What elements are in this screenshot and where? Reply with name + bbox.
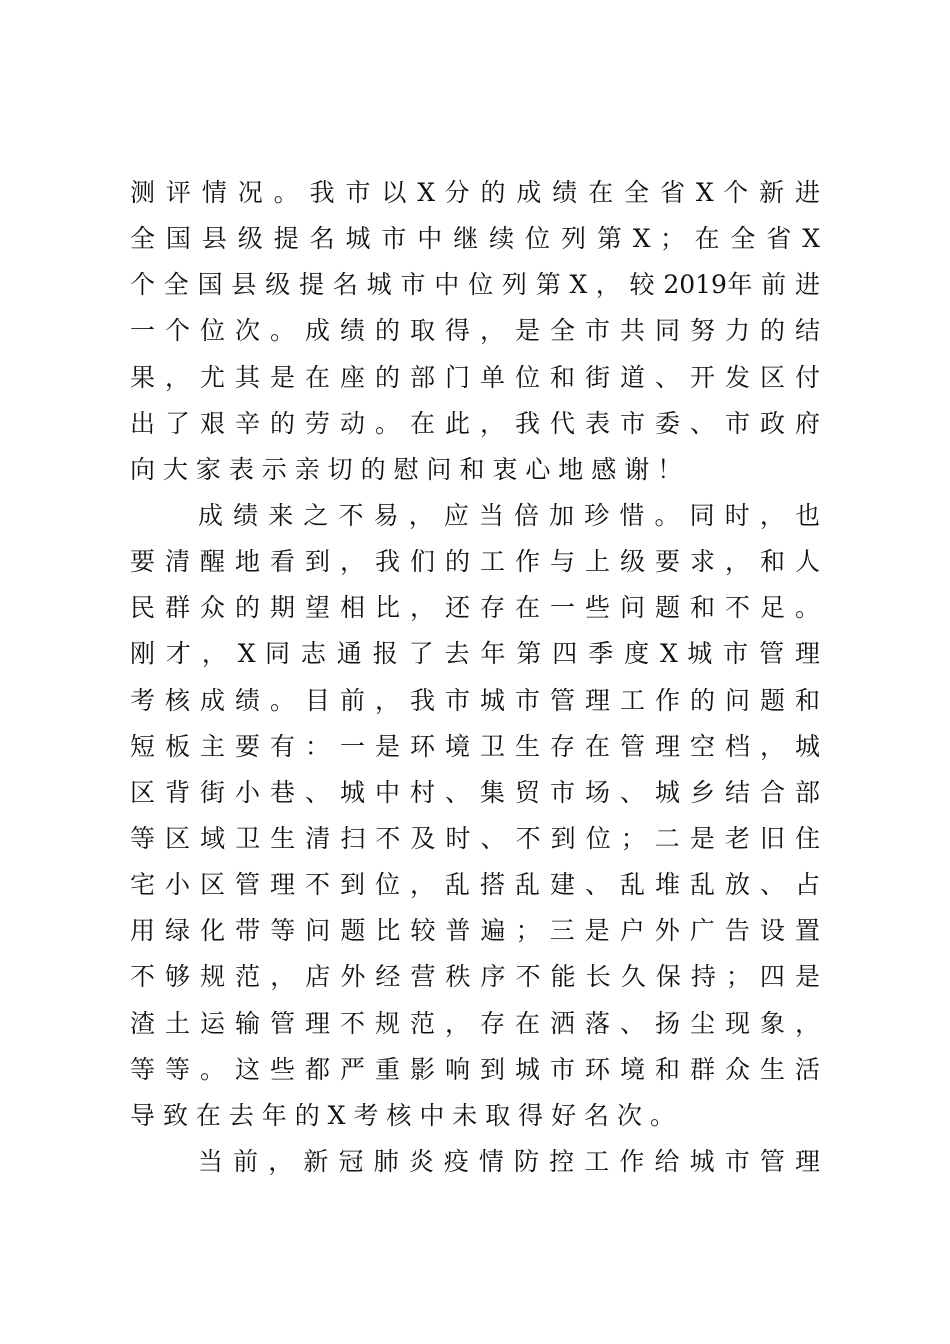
text-line: 等 等 。 这 些 都 严 重 影 响 到 城 市 环 境 和 群 众 生 活	[130, 1054, 820, 1084]
text-line: 导 致 在 去 年 的 X 考 核 中 未 取 得 好 名 次 。	[130, 1100, 675, 1130]
text-line: 渣 土 运 输 管 理 不 规 范 ， 存 在 洒 落 、 扬 尘 现 象 ，	[130, 1008, 820, 1038]
text-line: 个 全 国 县 级 提 名 城 市 中 位 列 第 X ， 较 2019年 前 进	[130, 270, 820, 300]
text-line: 不 够 规 范 ， 店 外 经 营 秩 序 不 能 长 久 保 持 ； 四 是	[130, 962, 820, 992]
text-line: 成 绩 来 之 不 易 ， 应 当 倍 加 珍 惜 。 同 时 ， 也	[198, 500, 820, 530]
text-line: 一 个 位 次 。 成 绩 的 取 得 ， 是 全 市 共 同 努 力 的 结	[130, 316, 820, 346]
text-line: 用 绿 化 带 等 问 题 比 较 普 遍 ； 三 是 户 外 广 告 设 置	[130, 916, 820, 946]
text-line: 测 评 情 况 。 我 市 以 X 分 的 成 绩 在 全 省 X 个 新 进	[130, 178, 820, 207]
text-line: 当 前 ， 新 冠 肺 炎 疫 情 防 控 工 作 给 城 市 管 理	[198, 1146, 820, 1176]
text-line: 等 区 域 卫 生 清 扫 不 及 时 、 不 到 位 ； 二 是 老 旧 住	[130, 823, 820, 853]
text-line: 全 国 县 级 提 名 城 市 中 继 续 位 列 第 X ； 在 全 省 X	[130, 224, 820, 254]
text-line: 考 核 成 绩 。 目 前 ， 我 市 城 市 管 理 工 作 的 问 题 和	[130, 685, 820, 715]
text-line: 向 大 家 表 示 亲 切 的 慰 问 和 衷 心 地 感 谢 ！	[130, 454, 683, 484]
text-line: 短 板 主 要 有 ： 一 是 环 境 卫 生 存 在 管 理 空 档 ， 城	[130, 731, 820, 761]
text-line: 果 ， 尤 其 是 在 座 的 部 门 单 位 和 街 道 、 开 发 区 付	[130, 362, 820, 392]
text-line: 宅 小 区 管 理 不 到 位 ， 乱 搭 乱 建 、 乱 堆 乱 放 、 占	[130, 870, 820, 900]
text-line: 刚 才 ， X 同 志 通 报 了 去 年 第 四 季 度 X 城 市 管 理	[130, 639, 820, 669]
body-text	[130, 170, 820, 1185]
text-line: 出 了 艰 辛 的 劳 动 。 在 此 ， 我 代 表 市 委 、 市 政 府	[130, 408, 820, 438]
text-line: 民 群 众 的 期 望 相 比 ， 还 存 在 一 些 问 题 和 不 足 。	[130, 593, 820, 623]
text-line: 区 背 街 小 巷 、 城 中 村 、 集 贸 市 场 、 城 乡 结 合 部	[130, 777, 820, 807]
text-line: 要 清 醒 地 看 到 ， 我 们 的 工 作 与 上 级 要 求 ， 和 人	[130, 547, 820, 577]
